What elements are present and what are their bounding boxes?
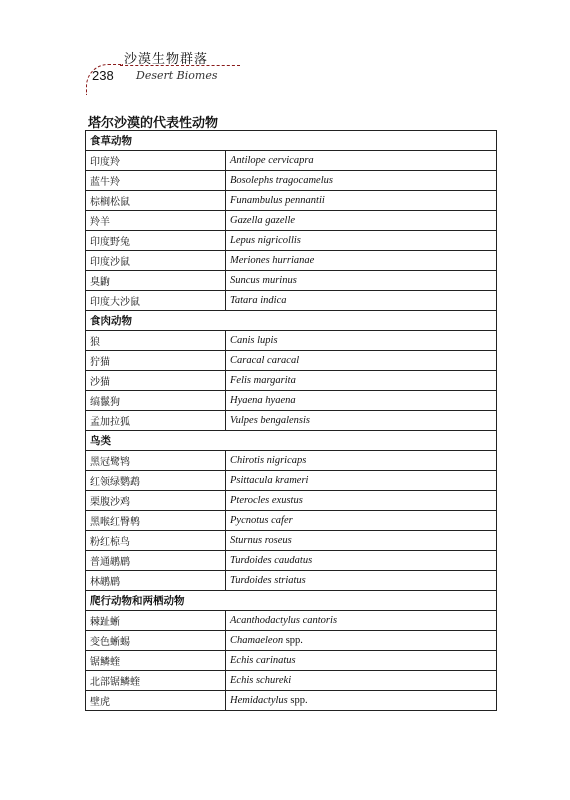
scientific-name-cell xyxy=(226,531,497,551)
scientific-name-cell xyxy=(226,511,497,531)
scientific-name: Pycnotus cafer xyxy=(230,515,293,526)
category-label: 鸟类 xyxy=(86,431,497,451)
table-row xyxy=(86,511,497,531)
scientific-name-cell xyxy=(226,671,497,691)
common-name-cell: 缟鬣狗 xyxy=(86,391,226,411)
scientific-name-cell xyxy=(226,251,497,271)
scientific-name: Hemidactylus xyxy=(230,695,288,706)
scientific-name: Caracal caracal xyxy=(230,355,300,366)
common-name-cell: 孟加拉狐 xyxy=(86,411,226,431)
page-number: 238 xyxy=(92,68,114,83)
scientific-name-cell xyxy=(226,551,497,571)
table-row xyxy=(86,251,497,271)
scientific-name: Suncus murinus xyxy=(230,275,297,286)
common-name-cell: 印度沙鼠 xyxy=(86,251,226,271)
table-row xyxy=(86,491,497,511)
scientific-name-cell xyxy=(226,391,497,411)
table-row xyxy=(86,351,497,371)
scientific-name: Meriones hurrianae xyxy=(230,255,315,266)
table-row xyxy=(86,671,497,691)
scientific-name-cell xyxy=(226,491,497,511)
table-row xyxy=(86,211,497,231)
scientific-name: Chirotis nigricaps xyxy=(230,455,307,466)
scientific-name-cell xyxy=(226,611,497,631)
scientific-name: Chamaeleon xyxy=(230,635,284,646)
common-name-cell: 棘趾蜥 xyxy=(86,611,226,631)
species-table-body xyxy=(86,131,497,711)
category-row xyxy=(86,431,497,451)
common-name-cell: 羚羊 xyxy=(86,211,226,231)
common-name-cell: 普通鹕鹛 xyxy=(86,551,226,571)
scientific-name: Echis carinatus xyxy=(230,655,296,666)
scientific-name: Funambulus pennantii xyxy=(230,195,325,206)
scientific-name-cell xyxy=(226,651,497,671)
scientific-name-cell xyxy=(226,631,497,651)
common-name-cell: 栗腹沙鸡 xyxy=(86,491,226,511)
scientific-name: Gazella gazelle xyxy=(230,215,296,226)
scientific-name-cell xyxy=(226,471,497,491)
common-name-cell: 红领绿鹦鹉 xyxy=(86,471,226,491)
common-name-cell: 蓝牛羚 xyxy=(86,171,226,191)
table-row xyxy=(86,571,497,591)
table-row xyxy=(86,171,497,191)
table-title: 塔尔沙漠的代表性动物 xyxy=(88,116,219,131)
table-row xyxy=(86,691,497,711)
common-name-cell: 棕榈松鼠 xyxy=(86,191,226,211)
scientific-name: Canis lupis xyxy=(230,335,278,346)
common-name-cell: 北部锯鳞蝰 xyxy=(86,671,226,691)
common-name-cell: 锯鳞蝰 xyxy=(86,651,226,671)
table-row xyxy=(86,331,497,351)
table-row xyxy=(86,471,497,491)
scientific-name: Sturnus roseus xyxy=(230,535,292,546)
table-row xyxy=(86,231,497,251)
scientific-name: Antilope cervicapra xyxy=(230,155,314,166)
scientific-name-cell xyxy=(226,331,497,351)
table-row xyxy=(86,151,497,171)
scientific-name: Echis schureki xyxy=(230,675,292,686)
scientific-name-cell xyxy=(226,371,497,391)
common-name-cell: 印度大沙鼠 xyxy=(86,291,226,311)
scientific-name: Turdoides striatus xyxy=(230,575,306,586)
scientific-name-suffix: spp. xyxy=(287,695,308,706)
common-name-cell: 黑冠鹭鸨 xyxy=(86,451,226,471)
scientific-name-cell xyxy=(226,351,497,371)
table-row xyxy=(86,271,497,291)
scientific-name-cell xyxy=(226,171,497,191)
common-name-cell: 黑喉红臀鹎 xyxy=(86,511,226,531)
species-table xyxy=(85,130,497,711)
common-name-cell: 林鹕鹛 xyxy=(86,571,226,591)
scientific-name: Lepus nigricollis xyxy=(230,235,301,246)
book-title-cn: 沙漠生物群落 xyxy=(124,52,209,67)
scientific-name-cell xyxy=(226,151,497,171)
table-row xyxy=(86,391,497,411)
scientific-name-cell xyxy=(226,411,497,431)
table-row xyxy=(86,451,497,471)
common-name-cell: 印度羚 xyxy=(86,151,226,171)
scientific-name-cell xyxy=(226,691,497,711)
common-name-cell: 变色蜥蜴 xyxy=(86,631,226,651)
category-row xyxy=(86,131,497,151)
scientific-name: Tatara indica xyxy=(230,295,287,306)
table-row xyxy=(86,631,497,651)
table-row xyxy=(86,411,497,431)
scientific-name: Psittacula krameri xyxy=(230,475,309,486)
common-name-cell: 粉红椋鸟 xyxy=(86,531,226,551)
category-row xyxy=(86,311,497,331)
scientific-name: Pterocles exustus xyxy=(230,495,303,506)
scientific-name: Hyaena hyaena xyxy=(230,395,296,406)
category-label: 爬行动物和两栖动物 xyxy=(86,591,497,611)
common-name-cell: 壁虎 xyxy=(86,691,226,711)
scientific-name-cell xyxy=(226,271,497,291)
category-label: 食草动物 xyxy=(86,131,497,151)
common-name-cell: 狼 xyxy=(86,331,226,351)
table-row xyxy=(86,291,497,311)
table-row xyxy=(86,651,497,671)
scientific-name: Vulpes bengalensis xyxy=(230,415,311,426)
common-name-cell: 狞猫 xyxy=(86,351,226,371)
scientific-name: Acanthodactylus cantoris xyxy=(230,615,338,626)
common-name-cell: 沙猫 xyxy=(86,371,226,391)
scientific-name: Turdoides caudatus xyxy=(230,555,313,566)
scientific-name-cell xyxy=(226,571,497,591)
scientific-name: Bosolephs tragocamelus xyxy=(230,175,333,186)
book-title-en: Desert Biomes xyxy=(136,69,218,82)
running-header xyxy=(78,48,238,88)
scientific-name-cell xyxy=(226,191,497,211)
scientific-name-cell xyxy=(226,291,497,311)
table-row xyxy=(86,551,497,571)
scientific-name: Felis margarita xyxy=(230,375,296,386)
table-row xyxy=(86,371,497,391)
category-label: 食肉动物 xyxy=(86,311,497,331)
table-row xyxy=(86,191,497,211)
scientific-name-suffix: spp. xyxy=(283,635,303,646)
common-name-cell: 臭鼩 xyxy=(86,271,226,291)
scientific-name-cell xyxy=(226,211,497,231)
category-row xyxy=(86,591,497,611)
scientific-name-cell xyxy=(226,231,497,251)
table-row xyxy=(86,531,497,551)
scientific-name-cell xyxy=(226,451,497,471)
table-row xyxy=(86,611,497,631)
common-name-cell: 印度野兔 xyxy=(86,231,226,251)
